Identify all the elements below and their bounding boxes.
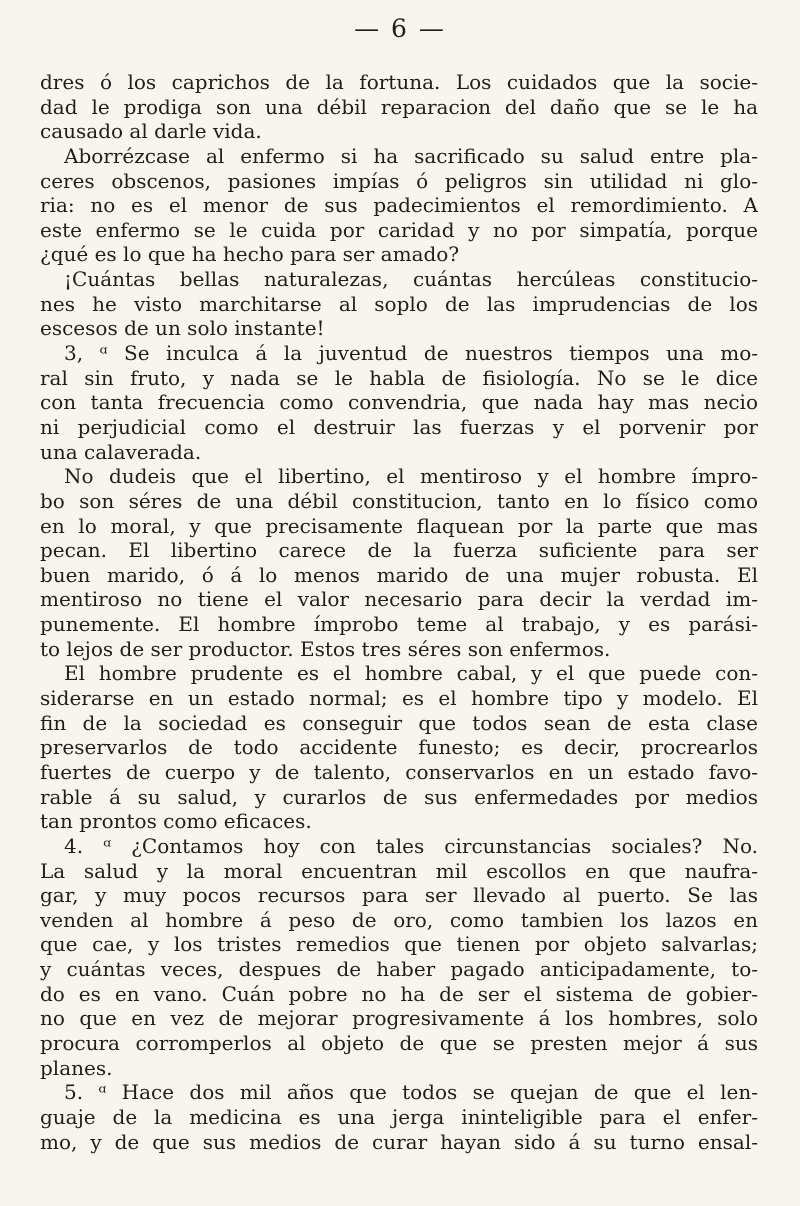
text-line: y cuántas veces, despues de haber pagado anticipadamente, to- bbox=[40, 957, 758, 982]
text-line: bo son séres de una débil constitucion, tanto en lo físico como bbox=[40, 488, 758, 513]
page-number: — 6 — bbox=[354, 14, 446, 43]
text-line: fin de la sociedad es conseguir que todos sean de esta clase bbox=[40, 710, 758, 735]
text-line: 4. ᵅ ¿Contamos hoy con tales circunstancias sociales? No. bbox=[64, 833, 758, 858]
text-line: La salud y la moral encuentran mil escollos en que naufra- bbox=[40, 858, 758, 883]
text-line: tan prontos como eficaces. bbox=[40, 809, 312, 834]
text-line: que cae, y los tristes remedios que tienen por objeto salvarlas; bbox=[40, 932, 758, 957]
text-line: planes. bbox=[40, 1055, 113, 1080]
text-line: no que en vez de mejorar progresivamente á los hombres, solo bbox=[40, 1006, 758, 1031]
text-line: Aborrézcase al enfermo si ha sacrificado su salud entre pla- bbox=[64, 143, 758, 168]
text-line: procura corromperlos al objeto de que se presten mejor á sus bbox=[40, 1030, 758, 1055]
text-line: venden al hombre á peso de oro, como tambien los lazos en bbox=[40, 907, 758, 932]
text-line: gar, y muy pocos recursos para ser llevado al puerto. Se las bbox=[40, 883, 758, 908]
text-line: guaje de la medicina es una jerga ininteligible para el enfer- bbox=[40, 1104, 758, 1129]
text-line: siderarse en un estado normal; es el hombre tipo y modelo. El bbox=[40, 686, 758, 711]
text-line: en lo moral, y que precisamente flaquean por la parte que mas bbox=[40, 513, 758, 538]
text-line: to lejos de ser productor. Estos tres séres son enfermos. bbox=[40, 636, 611, 661]
text-line: ral sin fruto, y nada se le habla de fisiología. No se le dice bbox=[40, 365, 758, 390]
text-line: pecan. El libertino carece de la fuerza suficiente para ser bbox=[40, 538, 758, 563]
text-line: 3, ᵅ Se inculca á la juventud de nuestros tiempos una mo- bbox=[64, 341, 758, 366]
text-line: nes he visto marchitarse al soplo de las imprudencias de los bbox=[40, 291, 758, 316]
text-line: causado al darle vida. bbox=[40, 119, 262, 144]
text-line: ni perjudicial como el destruir las fuerzas y el porvenir por bbox=[40, 414, 758, 439]
body-text bbox=[40, 70, 758, 1154]
text-line: ria: no es el menor de sus padecimientos el remordimiento. A bbox=[40, 193, 758, 218]
text-line: buen marido, ó á lo menos marido de una mujer robusta. El bbox=[40, 562, 758, 587]
text-line: punemente. El hombre ímprobo teme al trabajo, y es parási- bbox=[40, 612, 758, 637]
text-line: do es en vano. Cuán pobre no ha de ser el sistema de gobier- bbox=[40, 981, 758, 1006]
text-line: preservarlos de todo accidente funesto; es decir, procrearlos bbox=[40, 735, 758, 760]
text-line: este enfermo se le cuida por caridad y no por simpatía, porque bbox=[40, 217, 758, 242]
text-line: ceres obscenos, pasiones impías ó peligros sin utilidad ni glo- bbox=[40, 168, 758, 193]
text-line: una calaverada. bbox=[40, 439, 202, 464]
text-line: ¿qué es lo que ha hecho para ser amado? bbox=[40, 242, 460, 267]
text-line: fuertes de cuerpo y de talento, conservarlos en un estado favo- bbox=[40, 759, 758, 784]
text-line: mentiroso no tiene el valor necesario para decir la verdad im- bbox=[40, 587, 758, 612]
text-line: dad le prodiga son una débil reparacion del daño que se le ha bbox=[40, 94, 758, 119]
text-line: 5. ᵅ Hace dos mil años que todos se quejan de que el len- bbox=[64, 1080, 758, 1105]
text-line: mo, y de que sus medios de curar hayan sido á su turno ensal- bbox=[40, 1129, 758, 1154]
text-line: No dudeis que el libertino, el mentiroso y el hombre ímpro- bbox=[64, 464, 758, 489]
text-line: con tanta frecuencia como convendria, que nada hay mas necio bbox=[40, 390, 758, 415]
text-line: escesos de un solo instante! bbox=[40, 316, 325, 341]
text-line: rable á su salud, y curarlos de sus enfermedades por medios bbox=[40, 784, 758, 809]
text-line: dres ó los caprichos de la fortuna. Los cuidados que la socie- bbox=[40, 70, 758, 94]
text-line: ¡Cuántas bellas naturalezas, cuántas hercúleas constitucio- bbox=[64, 267, 758, 292]
text-line: El hombre prudente es el hombre cabal, y el que puede con- bbox=[64, 661, 758, 686]
